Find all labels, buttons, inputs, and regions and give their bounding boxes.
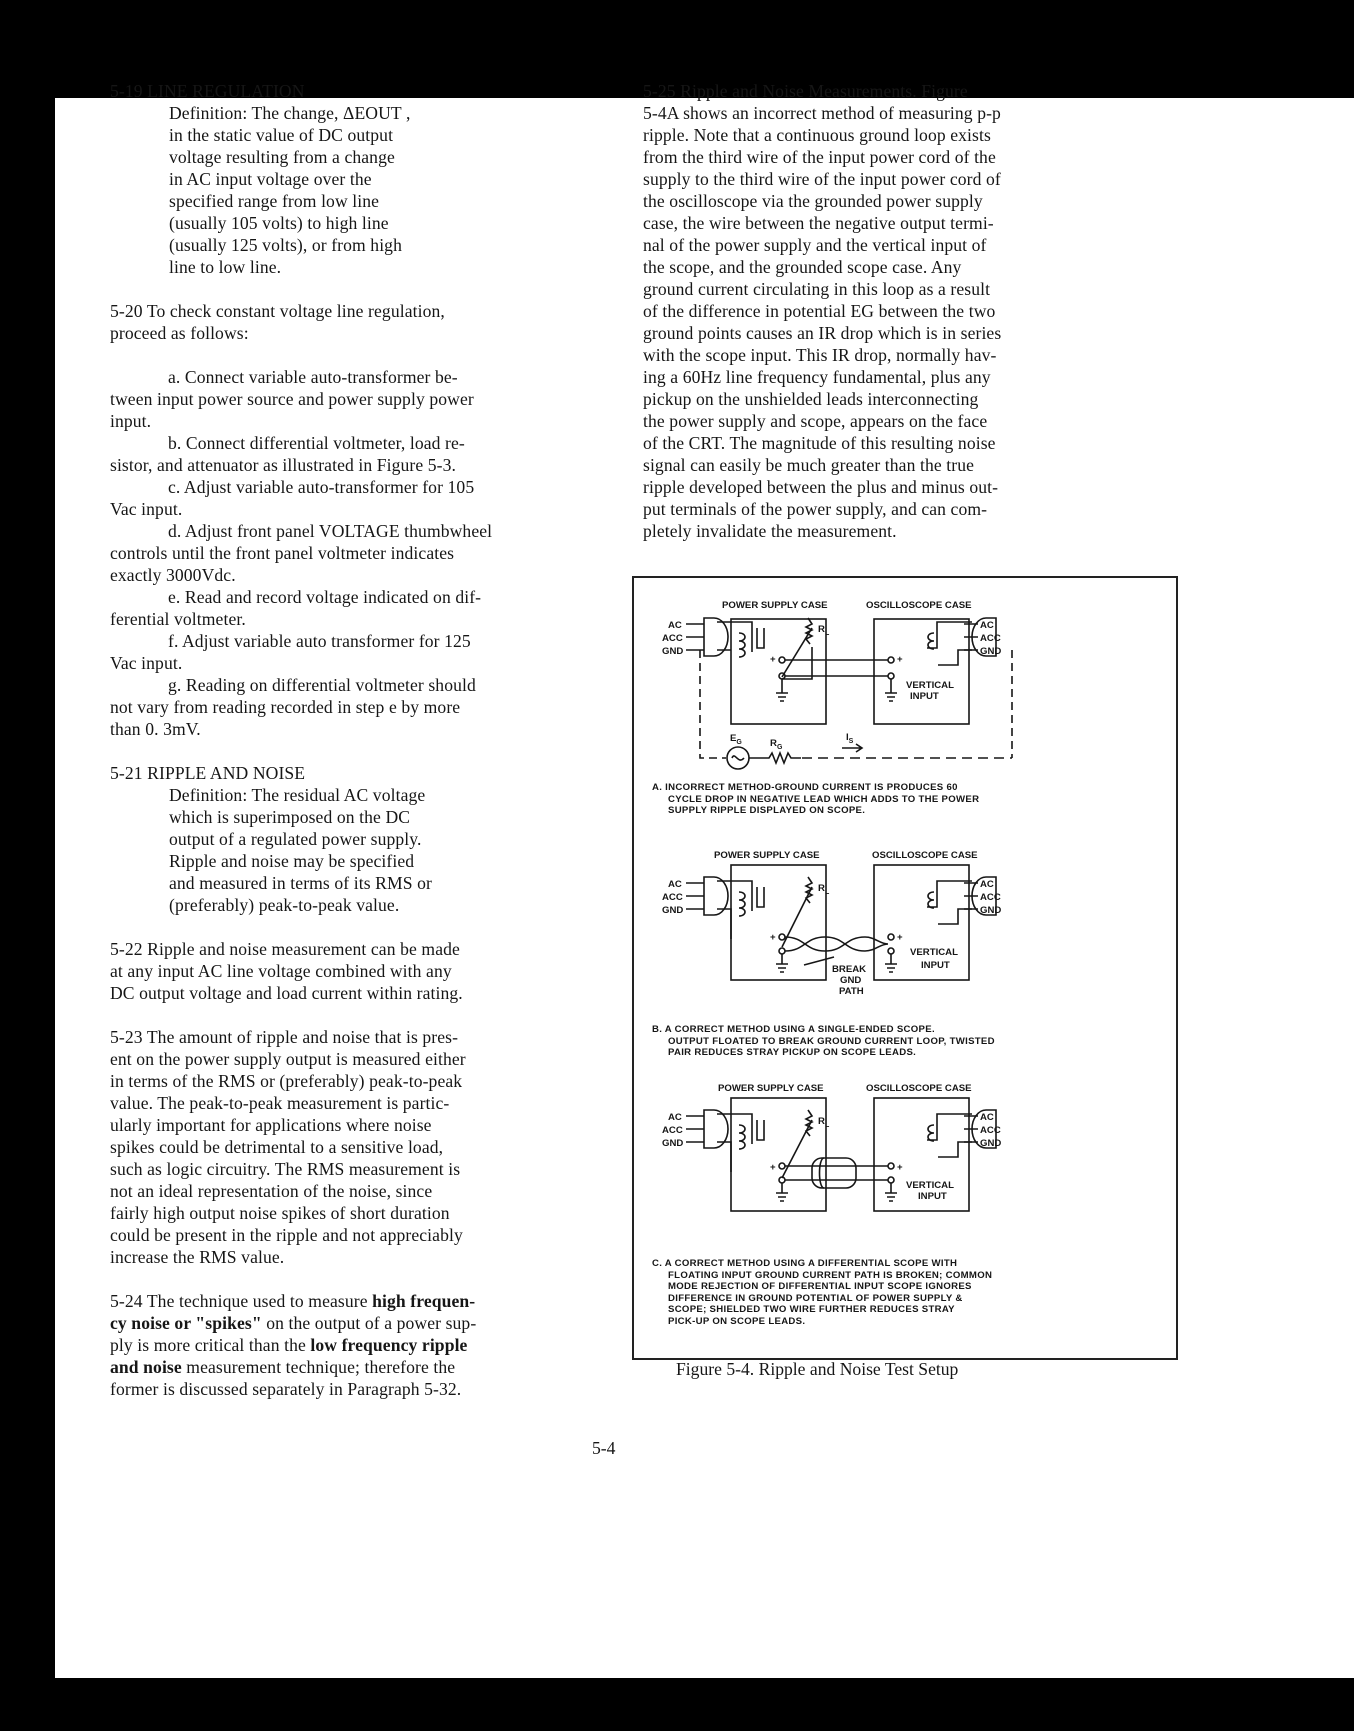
ac-lines-left bbox=[686, 1116, 704, 1142]
plus-terminal bbox=[779, 934, 785, 940]
step-e bbox=[110, 586, 644, 630]
text-line: pickup on the unshielded leads interconnecting bbox=[643, 389, 979, 409]
is-label: $I_S$ bbox=[846, 732, 854, 745]
text-line: input. bbox=[110, 411, 152, 431]
ac-label: AC bbox=[980, 620, 994, 631]
acc-label: ACC bbox=[662, 1125, 683, 1136]
gnd-label: GND bbox=[980, 1138, 1002, 1149]
figure-title: Figure 5-4. Ripple and Noise Test Setup bbox=[676, 1359, 959, 1379]
bold-term: cy noise or "spikes" bbox=[110, 1313, 262, 1333]
section-5-25 bbox=[643, 80, 1163, 542]
plus-label: + bbox=[897, 932, 903, 943]
transformer-right-coil bbox=[928, 633, 934, 649]
text-line: a. Connect variable auto-transformer be- bbox=[168, 367, 458, 387]
acc-label: ACC bbox=[980, 892, 1001, 903]
text-line bbox=[110, 1290, 644, 1312]
text-line: in the static value of DC output bbox=[169, 125, 394, 145]
text-line: could be present in the ripple and not appreciably bbox=[110, 1225, 463, 1245]
section-5-23 bbox=[110, 1026, 644, 1268]
text-line: specified range from low line bbox=[169, 191, 380, 211]
ps-case-label: POWER SUPPLY CASE bbox=[714, 850, 820, 861]
text-span: on the output of a power sup- bbox=[261, 1313, 477, 1333]
text-line: ground points causes an IR drop which is in series bbox=[643, 323, 1002, 343]
bold-term: low frequency ripple bbox=[310, 1335, 468, 1355]
gnd-label: GND bbox=[662, 905, 684, 916]
text-line: ripple developed between the plus and minus out- bbox=[643, 477, 999, 497]
text-line: and measured in terms of its RMS or bbox=[169, 873, 432, 893]
text-line: the oscilloscope via the grounded power supply bbox=[643, 191, 983, 211]
text-line: than 0. 3mV. bbox=[110, 719, 201, 739]
acc-label: ACC bbox=[980, 633, 1001, 644]
ac-lines-right bbox=[964, 883, 978, 909]
vertical-input-minus bbox=[888, 948, 894, 954]
osc-case-label: OSCILLOSCOPE CASE bbox=[866, 1083, 972, 1094]
caption-line: B. A CORRECT METHOD USING A SINGLE-ENDED SCOPE. bbox=[652, 1024, 935, 1035]
text-line: 5-22 Ripple and noise measurement can be made bbox=[110, 939, 460, 959]
ps-output-diagonal bbox=[782, 887, 812, 947]
text-line: Definition: The change, ΔEOUT , bbox=[169, 103, 411, 123]
figure-5-4-schematics bbox=[634, 578, 1180, 1362]
text-line: (usually 125 volts), or from high bbox=[169, 235, 402, 255]
text-line: fairly high output noise spikes of short duration bbox=[110, 1203, 450, 1223]
transformer-right-coil bbox=[928, 1125, 934, 1141]
left-column bbox=[110, 80, 644, 1400]
rg-label: $R_G$ bbox=[770, 738, 783, 751]
caption-line: SCOPE; SHIELDED TWO WIRE FURTHER REDUCES STRAY bbox=[668, 1304, 955, 1315]
text-line: e. Read and record voltage indicated on dif- bbox=[168, 587, 482, 607]
scope-ground bbox=[885, 679, 897, 701]
gnd-label: GND bbox=[662, 1138, 684, 1149]
scope-leads bbox=[785, 660, 888, 676]
ps-wire bbox=[754, 622, 764, 648]
ac-lines-right bbox=[964, 1116, 978, 1142]
vertical-input-minus bbox=[888, 673, 894, 679]
text-line: ing a 60Hz line frequency fundamental, plus any bbox=[643, 367, 991, 387]
text-line: Definition: The residual AC voltage bbox=[169, 785, 426, 805]
rl-label: $R_L$ bbox=[818, 624, 830, 637]
text-line: output of a regulated power supply. bbox=[169, 829, 422, 849]
caption-line: SUPPLY RIPPLE DISPLAYED ON SCOPE. bbox=[668, 805, 866, 816]
ps-output-diagonal bbox=[782, 628, 812, 677]
transformer-right-wires bbox=[927, 1114, 972, 1157]
section-5-21-definition bbox=[110, 784, 644, 916]
diagram-c bbox=[686, 1098, 996, 1211]
caption-line: A. INCORRECT METHOD-GROUND CURRENT IS PRODUCES 60 bbox=[652, 782, 958, 793]
plus-label: + bbox=[897, 1162, 903, 1173]
text-line: spikes could be detrimental to a sensitive load, bbox=[110, 1137, 444, 1157]
ps-wire bbox=[757, 887, 764, 907]
ps-ground bbox=[776, 1183, 788, 1201]
text-line: of the CRT. The magnitude of this resulting noise bbox=[643, 433, 996, 453]
text-line: from the third wire of the input power cord of the bbox=[643, 147, 996, 167]
caption-a bbox=[652, 782, 979, 817]
caption-line: PAIR REDUCES STRAY PICKUP ON SCOPE LEADS. bbox=[668, 1047, 917, 1058]
step-a bbox=[110, 366, 644, 432]
ac-label: AC bbox=[980, 879, 994, 890]
text-line bbox=[110, 1356, 644, 1378]
section-5-24 bbox=[110, 1290, 644, 1400]
transformer-left-coil bbox=[739, 633, 745, 657]
load-resistor bbox=[806, 877, 812, 903]
shield bbox=[812, 1158, 856, 1188]
text-line: in AC input voltage over the bbox=[169, 169, 372, 189]
text-span: measurement technique; therefore the bbox=[181, 1357, 456, 1377]
text-line: value. The peak-to-peak measurement is partic- bbox=[110, 1093, 450, 1113]
acc-label: ACC bbox=[980, 1125, 1001, 1136]
text-span: ply is more critical than the bbox=[110, 1335, 311, 1355]
ac-label: AC bbox=[668, 879, 682, 890]
ac-label: AC bbox=[668, 620, 682, 631]
text-line: 5-4A shows an incorrect method of measuring p-p bbox=[643, 103, 1001, 123]
acc-label: ACC bbox=[662, 633, 683, 644]
section-5-22 bbox=[110, 938, 644, 1004]
input-label: INPUT bbox=[918, 1191, 947, 1202]
vertical-input-plus bbox=[888, 657, 894, 663]
text-line: signal can easily be much greater than the true bbox=[643, 455, 975, 475]
break-label: BREAK bbox=[832, 964, 867, 975]
text-line: b. Connect differential voltmeter, load re- bbox=[168, 433, 465, 453]
vertical-input-plus bbox=[888, 1163, 894, 1169]
text-line: 5-25 Ripple and Noise Measurements. Figure bbox=[643, 81, 968, 101]
transformer-right-wires bbox=[927, 622, 972, 665]
text-line: of the difference in potential EG between the two bbox=[643, 301, 996, 321]
input-label: INPUT bbox=[910, 691, 939, 702]
caption-line: MODE REJECTION OF DIFFERENTIAL INPUT SCOPE IGNORES bbox=[668, 1281, 972, 1292]
path-label: PATH bbox=[839, 986, 864, 997]
text-line: at any input AC line voltage combined with any bbox=[110, 961, 452, 981]
text-line: ent on the power supply output is measured either bbox=[110, 1049, 466, 1069]
acc-label: ACC bbox=[662, 892, 683, 903]
step-f bbox=[110, 630, 644, 674]
text-line: line to low line. bbox=[169, 257, 282, 277]
text-line: which is superimposed on the DC bbox=[169, 807, 411, 827]
ps-wire bbox=[757, 1120, 764, 1140]
step-d bbox=[110, 520, 644, 586]
eg-sine bbox=[732, 756, 744, 760]
step-b bbox=[110, 432, 644, 476]
vertical-label: VERTICAL bbox=[910, 947, 958, 958]
plus-terminal bbox=[779, 1163, 785, 1169]
text-line: tween input power source and power supply power bbox=[110, 389, 474, 409]
caption-line: OUTPUT FLOATED TO BREAK GROUND CURRENT LOOP, TWISTED bbox=[668, 1035, 995, 1047]
text-line: nal of the power supply and the vertical input of bbox=[643, 235, 987, 255]
text-line: with the scope input. This IR drop, normally hav- bbox=[643, 345, 997, 365]
gnd-label: GND bbox=[662, 646, 684, 657]
text-line: f. Adjust variable auto transformer for 125 bbox=[168, 631, 471, 651]
osc-case-label: OSCILLOSCOPE CASE bbox=[872, 850, 978, 861]
page-number: 5-4 bbox=[592, 1438, 616, 1458]
ac-lines-left bbox=[686, 883, 704, 909]
transformer-right-coil bbox=[928, 892, 934, 908]
plus-label: + bbox=[770, 654, 776, 665]
text-line: Vac input. bbox=[110, 653, 183, 673]
figure-5-4-box bbox=[632, 576, 1178, 1360]
step-c bbox=[110, 476, 644, 520]
input-label: INPUT bbox=[921, 960, 950, 971]
vertical-label: VERTICAL bbox=[906, 680, 954, 691]
text-line: exactly 3000Vdc. bbox=[110, 565, 236, 585]
text-line: put terminals of the power supply, and can com- bbox=[643, 499, 988, 519]
plus-label: + bbox=[770, 1162, 776, 1173]
ps-output-diagonal bbox=[782, 1120, 812, 1178]
text-line: supply to the third wire of the input power cord of bbox=[643, 169, 1001, 189]
text-line: such as logic circuitry. The RMS measurement is bbox=[110, 1159, 461, 1179]
step-g bbox=[110, 674, 644, 740]
scope-ground bbox=[885, 1183, 897, 1201]
caption-line: C. A CORRECT METHOD USING A DIFFERENTIAL SCOPE WITH bbox=[652, 1258, 958, 1269]
plus-label: + bbox=[897, 654, 903, 665]
load-resistor bbox=[806, 1110, 812, 1136]
scope-ground bbox=[885, 954, 897, 972]
text-line bbox=[110, 1334, 644, 1356]
vertical-input-plus bbox=[888, 934, 894, 940]
transformer-left-coil bbox=[739, 892, 745, 916]
shield-end bbox=[820, 1158, 825, 1188]
transformer-left-wires bbox=[717, 1114, 752, 1172]
ps-case-label: POWER SUPPLY CASE bbox=[718, 1083, 824, 1094]
gnd-label: GND bbox=[980, 905, 1002, 916]
text-line: not an ideal representation of the noise, since bbox=[110, 1181, 433, 1201]
text-line: ferential voltmeter. bbox=[110, 609, 246, 629]
text-line: ularly important for applications where noise bbox=[110, 1115, 432, 1135]
right-column bbox=[643, 80, 1163, 542]
diagram-a bbox=[686, 618, 1012, 769]
caption-b bbox=[652, 1024, 995, 1059]
ps-ground bbox=[776, 679, 788, 701]
caption-line: PICK-UP ON SCOPE LEADS. bbox=[668, 1315, 806, 1327]
text-line: ripple. Note that a continuous ground loop exists bbox=[643, 125, 991, 145]
text-line: c. Adjust variable auto-transformer for 105 bbox=[168, 477, 475, 497]
text-line: the scope, and the grounded scope case. Any bbox=[643, 257, 962, 277]
vertical-input-minus bbox=[888, 1177, 894, 1183]
text-line: d. Adjust front panel VOLTAGE thumbwheel bbox=[168, 521, 493, 541]
ac-label: AC bbox=[980, 1112, 994, 1123]
shielded-leads bbox=[785, 1166, 888, 1180]
section-5-20 bbox=[110, 300, 644, 740]
minus-terminal bbox=[779, 948, 785, 954]
text-line: DC output voltage and load current within rating. bbox=[110, 983, 463, 1003]
caption-line: FLOATING INPUT GROUND CURRENT PATH IS BROKEN; COMMON bbox=[668, 1269, 993, 1281]
rl-label: $R_L$ bbox=[818, 883, 830, 896]
text-line: 5-20 To check constant voltage line regulation, bbox=[110, 301, 445, 321]
text-line: (usually 105 volts) to high line bbox=[169, 213, 389, 233]
is-arrow bbox=[842, 744, 862, 752]
section-5-19-heading: 5-19 LINE REGULATION bbox=[110, 81, 305, 101]
caption-c bbox=[652, 1258, 992, 1327]
text-line: not vary from reading recorded in step e by more bbox=[110, 697, 461, 717]
caption-line: DIFFERENCE IN GROUND POTENTIAL OF POWER SUPPLY & bbox=[668, 1292, 963, 1304]
text-line: increase the RMS value. bbox=[110, 1247, 285, 1267]
text-line: pletely invalidate the measurement. bbox=[643, 521, 897, 541]
rl-label: $R_L$ bbox=[818, 1116, 830, 1129]
bold-term: and noise bbox=[110, 1357, 182, 1377]
break-pointer bbox=[804, 957, 834, 965]
text-line: the power supply and scope, appears on the face bbox=[643, 411, 988, 431]
osc-case-label: OSCILLOSCOPE CASE bbox=[866, 600, 972, 611]
text-line: Ripple and noise may be specified bbox=[169, 851, 415, 871]
ps-ground bbox=[776, 954, 788, 972]
eg-label: $E_G$ bbox=[730, 733, 742, 746]
plus-terminal bbox=[779, 657, 785, 663]
text-line bbox=[110, 1312, 644, 1334]
ac-lines-right bbox=[964, 624, 978, 650]
section-5-19-definition bbox=[110, 102, 644, 278]
rg-resistor bbox=[749, 753, 801, 763]
text-line: (preferably) peak-to-peak value. bbox=[169, 895, 400, 915]
transformer-left-wires bbox=[717, 622, 752, 652]
transformer-right-wires bbox=[927, 881, 972, 924]
section-5-21-heading: 5-21 RIPPLE AND NOISE bbox=[110, 763, 306, 783]
text-line: controls until the front panel voltmeter indicates bbox=[110, 543, 455, 563]
text-line: case, the wire between the negative output termi- bbox=[643, 213, 994, 233]
ac-label: AC bbox=[668, 1112, 682, 1123]
transformer-left-coil bbox=[739, 1125, 745, 1149]
text-span: 5-24 The technique used to measure bbox=[110, 1291, 373, 1311]
text-line: in terms of the RMS or (preferably) peak-to-peak bbox=[110, 1071, 463, 1091]
text-line: ground current circulating in this loop as a result bbox=[643, 279, 991, 299]
ground-loop bbox=[700, 650, 1012, 758]
load-resistor bbox=[806, 618, 812, 644]
text-line: g. Reading on differential voltmeter should bbox=[168, 675, 476, 695]
gnd-path-label: GND bbox=[840, 975, 862, 986]
transformer-left-wires bbox=[717, 881, 752, 939]
text-line: voltage resulting from a change bbox=[169, 147, 395, 167]
text-line: Vac input. bbox=[110, 499, 183, 519]
ac-lines-left bbox=[686, 624, 704, 650]
oscilloscope-case bbox=[874, 619, 969, 724]
ps-case-label: POWER SUPPLY CASE bbox=[722, 600, 828, 611]
text-line: former is discussed separately in Paragraph 5-32. bbox=[110, 1379, 462, 1399]
plus-label: + bbox=[770, 932, 776, 943]
text-line: 5-23 The amount of ripple and noise that is pres- bbox=[110, 1027, 459, 1047]
text-line: proceed as follows: bbox=[110, 323, 249, 343]
caption-line: CYCLE DROP IN NEGATIVE LEAD WHICH ADDS TO THE POWER bbox=[668, 793, 980, 805]
text-line: sistor, and attenuator as illustrated in Figure 5-3. bbox=[110, 455, 457, 475]
gnd-label: GND bbox=[980, 646, 1002, 657]
bold-term: high frequen- bbox=[372, 1291, 476, 1311]
vertical-label: VERTICAL bbox=[906, 1180, 954, 1191]
twisted-pair bbox=[785, 937, 888, 951]
